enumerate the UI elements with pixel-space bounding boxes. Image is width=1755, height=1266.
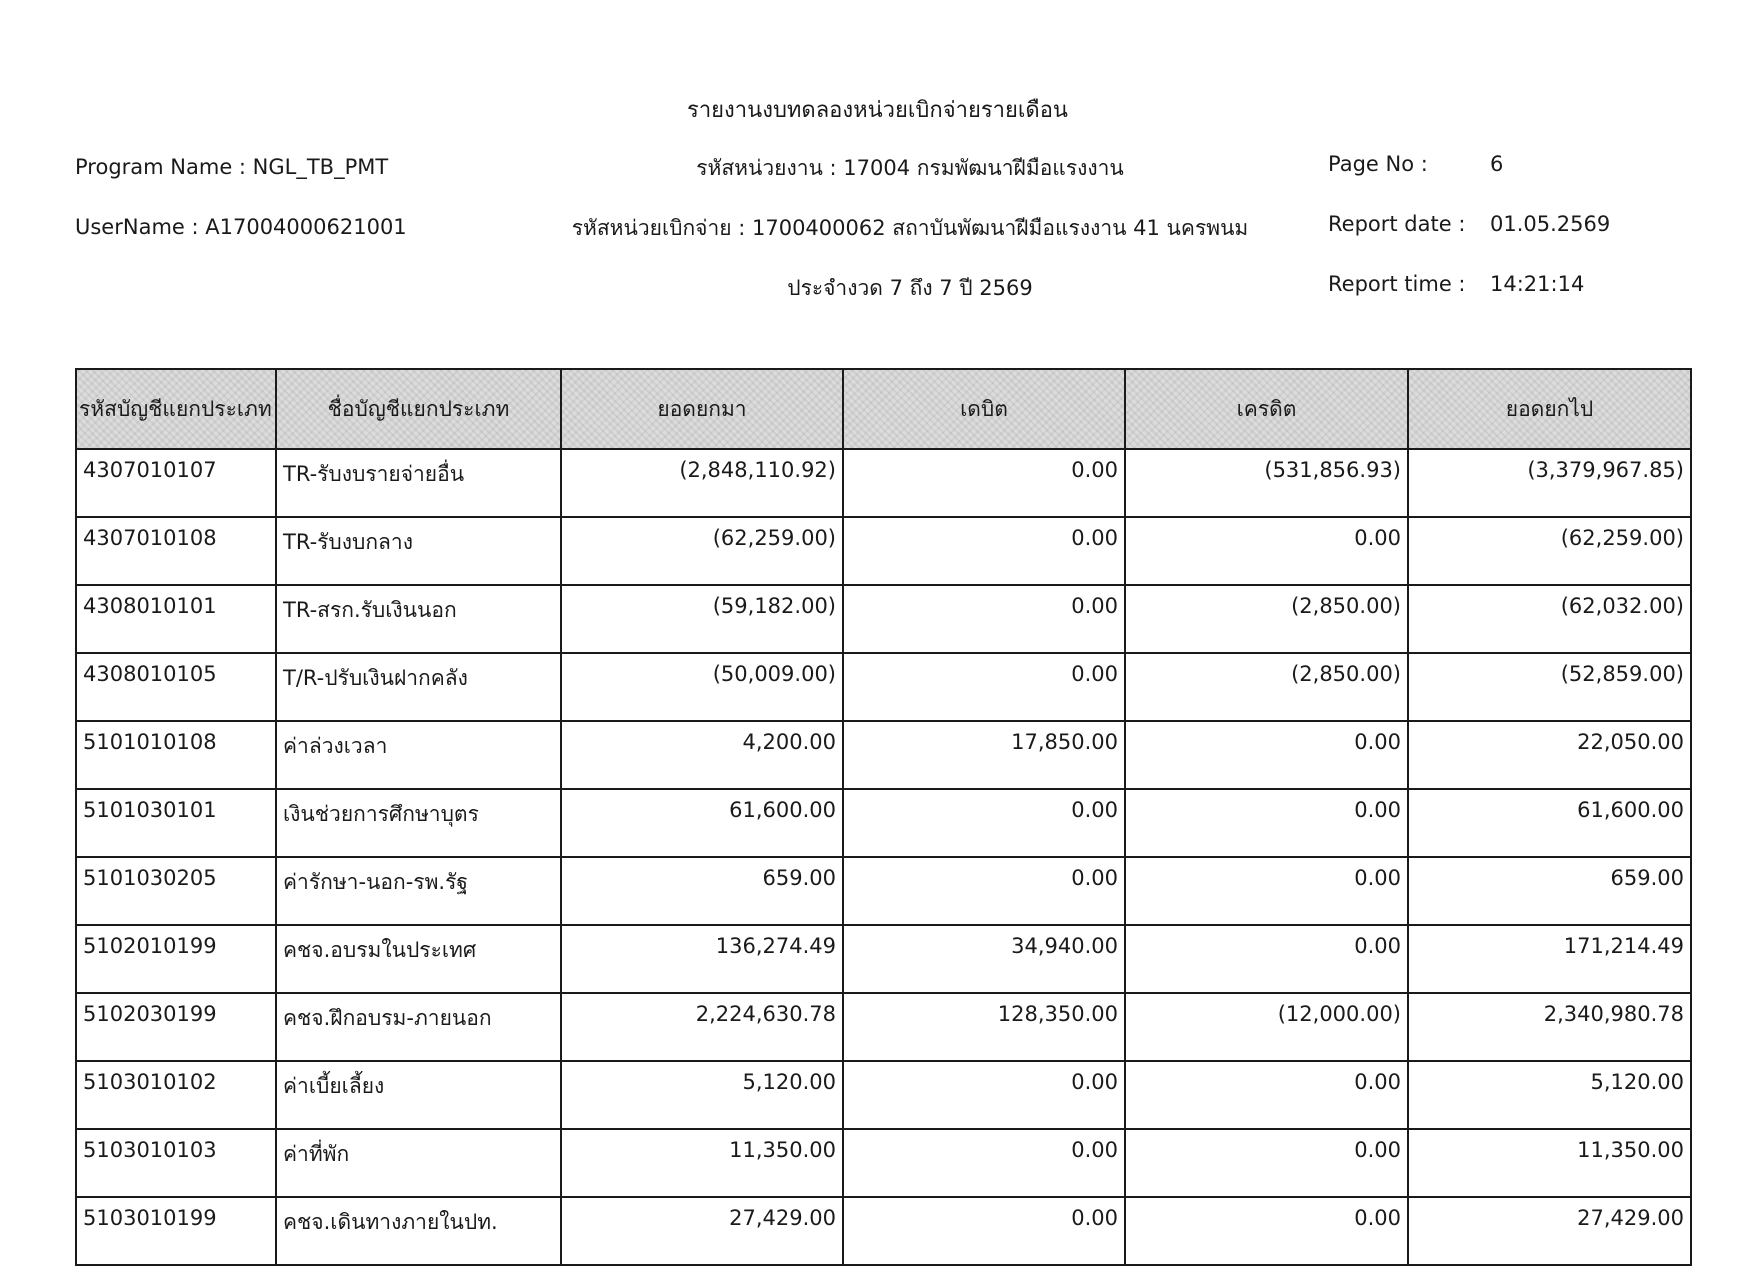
cell-account-code: 4308010101 [76, 585, 276, 653]
cell-brought-forward: (50,009.00) [561, 653, 843, 721]
cell-credit: 0.00 [1125, 1197, 1408, 1265]
cell-debit: 34,940.00 [843, 925, 1125, 993]
cell-brought-forward: 136,274.49 [561, 925, 843, 993]
cell-brought-forward: (59,182.00) [561, 585, 843, 653]
cell-debit: 0.00 [843, 449, 1125, 517]
cell-account-name: คชจ.ฝึกอบรม-ภายนอก [276, 993, 561, 1061]
cell-debit: 0.00 [843, 1061, 1125, 1129]
cell-account-name: TR-สรก.รับเงินนอก [276, 585, 561, 653]
cell-credit: (531,856.93) [1125, 449, 1408, 517]
cell-brought-forward: 4,200.00 [561, 721, 843, 789]
cell-credit: 0.00 [1125, 925, 1408, 993]
cell-account-name: คชจ.อบรมในประเทศ [276, 925, 561, 993]
table-row [76, 517, 1691, 585]
cell-account-code: 4307010108 [76, 517, 276, 585]
cell-account-name: ค่ารักษา-นอก-รพ.รัฐ [276, 857, 561, 925]
cell-account-code: 4308010105 [76, 653, 276, 721]
cell-account-code: 5101030205 [76, 857, 276, 925]
agency-line: รหัสหน่วยงาน : 17004 กรมพัฒนาฝีมือแรงงาน [696, 156, 1124, 180]
header-account-name: ชื่อบัญชีแยกประเภท [276, 369, 561, 449]
cell-brought-forward: 2,224,630.78 [561, 993, 843, 1061]
cell-carried-forward: 61,600.00 [1408, 789, 1691, 857]
cell-account-code: 5102010199 [76, 925, 276, 993]
cell-account-name: ค่าล่วงเวลา [276, 721, 561, 789]
header-account-code: รหัสบัญชีแยกประเภท [76, 369, 276, 449]
cell-account-name: คชจ.เดินทางภายในปท. [276, 1197, 561, 1265]
table-row [76, 925, 1691, 993]
page-no-label: Page No : [1328, 152, 1428, 176]
header-credit: เครดิต [1125, 369, 1408, 449]
cell-debit: 0.00 [843, 653, 1125, 721]
cell-credit: (2,850.00) [1125, 585, 1408, 653]
cell-brought-forward: 5,120.00 [561, 1061, 843, 1129]
cell-credit: 0.00 [1125, 1061, 1408, 1129]
cell-account-name: ค่าเบี้ยเลี้ยง [276, 1061, 561, 1129]
cell-account-code: 5103010102 [76, 1061, 276, 1129]
cell-account-name: TR-รับงบกลาง [276, 517, 561, 585]
report-time-label: Report time : [1328, 272, 1466, 296]
cell-brought-forward: (62,259.00) [561, 517, 843, 585]
cell-brought-forward: 659.00 [561, 857, 843, 925]
cell-debit: 17,850.00 [843, 721, 1125, 789]
header-debit: เดบิต [843, 369, 1125, 449]
cell-account-name: TR-รับงบรายจ่ายอื่น [276, 449, 561, 517]
table-header-row [76, 369, 1691, 449]
cell-debit: 0.00 [843, 1129, 1125, 1197]
report-title: รายงานงบทดลองหน่วยเบิกจ่ายรายเดือน [687, 98, 1068, 123]
period-line: ประจำงวด 7 ถึง 7 ปี 2569 [787, 276, 1033, 300]
cell-carried-forward: 5,120.00 [1408, 1061, 1691, 1129]
cell-account-name: เงินช่วยการศึกษาบุตร [276, 789, 561, 857]
cell-carried-forward: 11,350.00 [1408, 1129, 1691, 1197]
user-name: UserName : A17004000621001 [75, 215, 407, 239]
cell-carried-forward: (62,259.00) [1408, 517, 1691, 585]
cell-credit: 0.00 [1125, 1129, 1408, 1197]
cell-carried-forward: 171,214.49 [1408, 925, 1691, 993]
cell-brought-forward: (2,848,110.92) [561, 449, 843, 517]
cell-debit: 0.00 [843, 1197, 1125, 1265]
cell-carried-forward: 659.00 [1408, 857, 1691, 925]
cell-credit: (2,850.00) [1125, 653, 1408, 721]
report-date-value: 01.05.2569 [1490, 212, 1611, 236]
table-row [76, 857, 1691, 925]
cell-credit: 0.00 [1125, 721, 1408, 789]
cell-account-code: 4307010107 [76, 449, 276, 517]
header-carried-forward: ยอดยกไป [1408, 369, 1691, 449]
cell-brought-forward: 61,600.00 [561, 789, 843, 857]
cell-debit: 128,350.00 [843, 993, 1125, 1061]
cell-account-code: 5101030101 [76, 789, 276, 857]
cell-account-code: 5103010103 [76, 1129, 276, 1197]
cell-credit: (12,000.00) [1125, 993, 1408, 1061]
cell-account-code: 5103010199 [76, 1197, 276, 1265]
cell-debit: 0.00 [843, 585, 1125, 653]
cell-credit: 0.00 [1125, 857, 1408, 925]
cell-credit: 0.00 [1125, 789, 1408, 857]
cell-debit: 0.00 [843, 857, 1125, 925]
page-no-value: 6 [1490, 152, 1504, 176]
table-row [76, 1197, 1691, 1265]
cell-carried-forward: 22,050.00 [1408, 721, 1691, 789]
cell-credit: 0.00 [1125, 517, 1408, 585]
disbursing-unit-line: รหัสหน่วยเบิกจ่าย : 1700400062 สถาบันพัฒนาฝีมือแรงงาน 41 นครพนม [571, 216, 1249, 240]
cell-carried-forward: 2,340,980.78 [1408, 993, 1691, 1061]
cell-carried-forward: (3,379,967.85) [1408, 449, 1691, 517]
table-row [76, 789, 1691, 857]
table-row [76, 449, 1691, 517]
table-row [76, 1129, 1691, 1197]
trial-balance-table [75, 368, 1692, 1266]
cell-brought-forward: 27,429.00 [561, 1197, 843, 1265]
table-row [76, 585, 1691, 653]
cell-account-code: 5102030199 [76, 993, 276, 1061]
program-name: Program Name : NGL_TB_PMT [75, 155, 389, 179]
table-row [76, 993, 1691, 1061]
cell-account-name: ค่าที่พัก [276, 1129, 561, 1197]
table-row [76, 1061, 1691, 1129]
cell-debit: 0.00 [843, 789, 1125, 857]
report-date-label: Report date : [1328, 212, 1466, 236]
table-row [76, 721, 1691, 789]
header-brought-forward: ยอดยกมา [561, 369, 843, 449]
cell-carried-forward: (52,859.00) [1408, 653, 1691, 721]
table-row [76, 653, 1691, 721]
cell-brought-forward: 11,350.00 [561, 1129, 843, 1197]
cell-account-code: 5101010108 [76, 721, 276, 789]
cell-carried-forward: (62,032.00) [1408, 585, 1691, 653]
cell-debit: 0.00 [843, 517, 1125, 585]
cell-carried-forward: 27,429.00 [1408, 1197, 1691, 1265]
report-time-value: 14:21:14 [1490, 272, 1585, 296]
cell-account-name: T/R-ปรับเงินฝากคลัง [276, 653, 561, 721]
